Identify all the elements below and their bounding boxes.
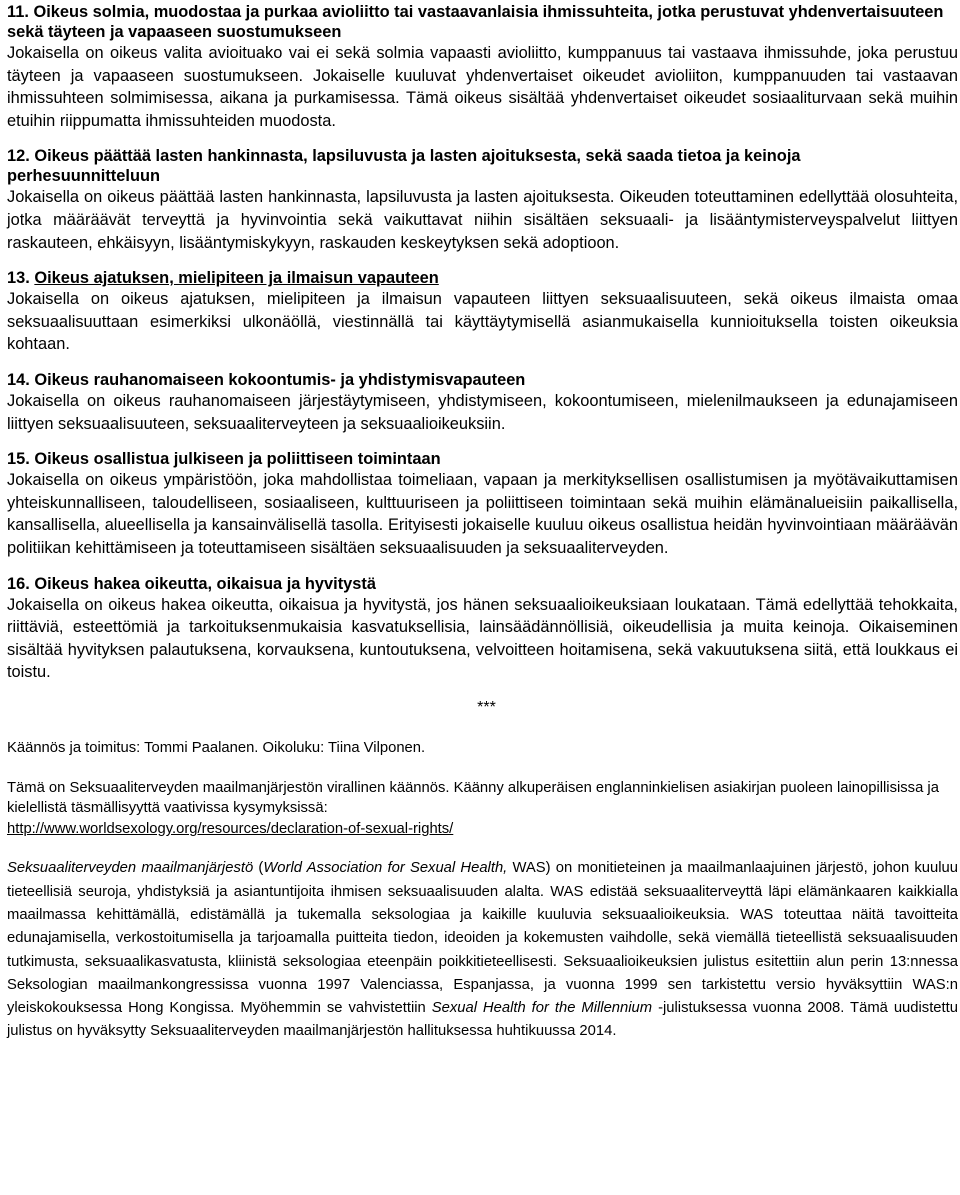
section-12 [7, 146, 958, 254]
section-body: Jokaisella on oikeus rauhanomaiseen järjestäytymiseen, yhdistymiseen, kokoontumiseen, mielenilmaukseen ja edunajamiseen liittyen seksuaalisuuteen, seksuaaliterveyteen ja seksuaalioikeuksiin. [7, 391, 958, 433]
section-16 [7, 574, 958, 684]
section-13 [7, 268, 958, 356]
section-number: 11. [7, 3, 29, 21]
section-number: 16. [7, 574, 30, 593]
section-title [7, 2, 958, 42]
section-heading: Oikeus osallistua julkiseen ja poliittiseen toimintaan [34, 450, 441, 469]
section-title [7, 370, 958, 390]
section-14 [7, 370, 958, 435]
section-heading: Oikeus hakea oikeutta, oikaisua ja hyvitystä [34, 574, 376, 593]
translation-credits: Käännös ja toimitus: Tommi Paalanen. Oikoluku: Tiina Vilponen. [7, 739, 426, 756]
section-title [7, 146, 958, 186]
section-body: Jokaisella on oikeus ajatuksen, mielipiteen ja ilmaisun vapauteen liittyen seksuaalisuuteen, sekä oikeus ilmaista omaa seksuaalisuuttaan esimerkiksi ulkonäöllä, viestinnällä tai käyttäytymisellä asianmukaisella kunnioituksella toisten oikeuksia kohtaan. [7, 290, 958, 354]
about-text-2: -julistuksessa vuonna 2008. Tämä uudistettu julistus on hyväksytty Seksuaaliterveyden maailmanjärjestön hallituksessa huhtikuussa 2014. [7, 1000, 958, 1040]
section-title [7, 449, 958, 469]
section-number: 13. [7, 269, 30, 288]
org-name-english: World Association for Sexual Health, [263, 860, 508, 877]
section-body: Jokaisella on oikeus päättää lasten hankinnasta, lapsiluvusta ja lasten ajoituksesta. Oikeuden toteuttaminen edellyttää olosuhteita, jotka määräävät terveyttä ja hyvinvointia sekä vaikuttavat niihin sisältäen seksuaali- ja lisääntymisterveyspalvelut liittyen raskauteen, ehkäisyyn, lisääntymiskykyyn, raskauden keskeytyksen sekä adoptioon. [7, 188, 958, 252]
section-heading: Oikeus ajatuksen, mielipiteen ja ilmaisun vapauteen [34, 269, 439, 288]
source-link[interactable]: http://www.worldsexology.org/resources/declaration-of-sexual-rights/ [7, 820, 454, 837]
section-title [7, 268, 958, 288]
translation-note [7, 778, 958, 840]
about-text-1: WAS) on monitieteinen ja maailmanlaajuinen järjestö, johon kuuluu tieteellisiä seuroja, yhdistyksiä ja asiantuntijoita ihmisen seksuaalisuuden alalta. WAS edistää seksuaaliterveyttä läpi elämänkaaren kaikkialla maailmassa kehittämällä, edistämällä ja tukemalla seksologiaa ja kaikille kuuluvia seksuaalioikeuksia. WAS toteuttaa näitä tavoitteita edunajamisella, verkostoitumisella ja tarjoamalla puitteita tiedon, ideoiden ja kokemusten vaihdolle, sekä viemällä tieteellistä seksuaalisuuden tutkimusta, seksuaalikasvatusta, kliinistä seksologiaa eteenpäin poikkitieteellisesti. Seksuaalioikeuksien julistus esitettiin alun perin 13:nnessa Seksologian maailmankongressissa vuonna 1997 Valenciassa, Espanjassa, ja vuonna 1999 sen tarkistettu versio hyväksyttiin WAS:n yleiskokouksessa Hong Kongissa. Myöhemmin se vahvistettiin [7, 860, 958, 1017]
section-body: Jokaisella on oikeus ympäristöön, joka mahdollistaa toimeliaan, vapaan ja merkityksellisen osallistumisen ja myötävaikuttamisen yhteiskunnalliseen, taloudelliseen, sosiaaliseen, kulttuuriseen ja poliittiseen toimintaan sekä muihin elämänalueisiin paikallisella, kansallisella, alueellisella ja kansainvälisellä tasolla. Erityisesti jokaiselle kuuluu oikeus osallistua heidän hyvinvointiaan määräävän politiikan kehittämiseen ja toteuttamiseen sisältäen seksuaalisuuden ja seksuaaliterveyden. [7, 471, 958, 557]
document-page [7, 2, 958, 1044]
section-heading: Oikeus solmia, muodostaa ja purkaa avioliitto tai vastaavanlaisia ihmissuhteita, jotka perustuvat yhdenvertaisuuteen sekä täyteen ja vapaaseen suostumukseen [7, 3, 944, 41]
org-name-finnish: Seksuaaliterveyden maailmanjärjestö [7, 860, 254, 877]
separator: *** [477, 698, 496, 716]
section-number: 14. [7, 370, 30, 389]
section-11 [7, 2, 958, 132]
section-body: Jokaisella on oikeus valita avioituako vai ei sekä solmia vapaasti avioliitto, kumppanuus tai vastaava ihmissuhde, joka perustuu täyteen ja vapaaseen suostumukseen. Jokaiselle kuuluvat yhdenvertaiset oikeudet avioliiton, kumppanuuden tai vastaavan ihmissuhteen solmimisessa, aikana ja purkamisessa. Tämä oikeus sisältää yhdenvertaiset oikeudet sosiaaliturvaan sekä muihin etuihin riippumatta ihmissuhteiden muodosta. [7, 44, 958, 130]
referenced-document-title: Sexual Health for the Millennium [431, 1000, 653, 1017]
section-15 [7, 449, 958, 559]
section-heading: Oikeus rauhanomaiseen kokoontumis- ja yhdistymisvapauteen [34, 370, 526, 389]
section-title [7, 574, 958, 594]
note-text: Tämä on Seksuaaliterveyden maailmanjärjestön virallinen käännös. Käänny alkuperäisen englanninkielisen asiakirjan puoleen lainopillisissa ja kielellistä täsmällisyyttä vaativissa kysymyksissä: [7, 779, 939, 817]
section-number: 12. [7, 147, 30, 166]
section-heading: Oikeus päättää lasten hankinnasta, lapsiluvusta ja lasten ajoituksesta, sekä saada tietoa ja keinoja perhesuunnitteluun [7, 147, 801, 186]
section-body: Jokaisella on oikeus hakea oikeutta, oikaisua ja hyvitystä, jos hänen seksuaalioikeuksiaan loukataan. Tämä edellyttää tehokkaita, riittäviä, esteettömiä ja tarkoituksenmukaisia kasvatuksellisia, lainsäädännöllisiä, oikeudellisia ja muita keinoja. Oikaiseminen sisältää hyvityksen palautuksena, korvauksena, kuntoutuksena, velvoitteen hoitamisena, sekä vakuutuksena siitä, että loukkaus ei toistu. [7, 595, 958, 682]
section-number: 15. [7, 450, 30, 469]
about-was-paragraph: Seksuaaliterveyden maailmanjärjestö (World Association for Sexual Health, WAS) on monitieteinen ja maailmanlaajuinen järjestö, johon kuuluu tieteellisiä seuroja, yhdistyksiä ja asiantuntijoita ihmisen seksuaalisuuden alalta. WAS edistää seksuaaliterveyttä läpi elämänkaaren kaikkialla maailmassa kehittämällä, edistämällä ja tukemalla seksologiaa ja kaikille kuuluvia seksuaalioikeuksia. WAS toteuttaa näitä tavoitteita edunajamisella, verkostoitumisella ja tarjoamalla puitteita tiedon, ideoiden ja kokemusten vaihdolle, sekä viemällä tieteellistä seksuaalisuuden tutkimusta, seksuaalikasvatusta, kliinistä seksologiaa eteenpäin poikkitieteellisesti. Seksuaalioikeuksien julistus esitettiin alun perin 13:nnessa Seksologian maailmankongressissa vuonna 1997 Valenciassa, Espanjassa, ja vuonna 1999 sen tarkistettu versio hyväksyttiin WAS:n yleiskokouksessa Hong Kongissa. Myöhemmin se vahvistettiin Sexual Health for the Millennium -julistuksessa vuonna 2008. Tämä uudistettu julistus on hyväksytty Seksuaaliterveyden maailmanjärjestön hallituksessa huhtikuussa 2014. [7, 860, 958, 1040]
